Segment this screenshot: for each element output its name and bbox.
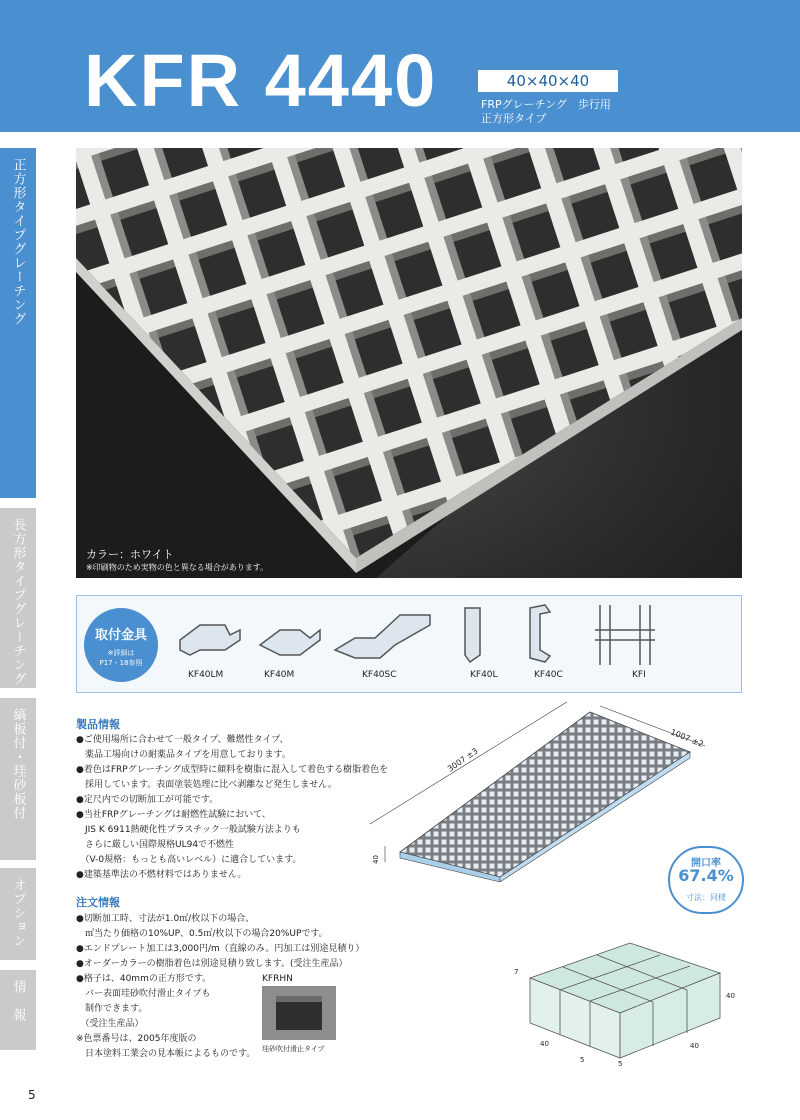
subtitle-2: 正方形タイプ [481,112,547,125]
product-line: ●着色はFRPグレーチング成型時に顔料を樹脂に混入して着色する樹脂着色を [76,765,389,775]
order-line: ㎡当たり価格の10%UP、0.5㎡/枚以下の場合20%UPです。 [76,929,328,939]
product-line: さらに厳しい国際規格UL94で不燃性 [76,840,235,850]
order-line: 制作できます。 [76,1004,148,1014]
open-ratio-badge: 開口率 67.4% 寸法：同様 [668,846,744,914]
fitting-label-kf40sc: KF40SC [362,670,397,680]
model-title: KFR 4440 [84,39,438,122]
kfrhn-label: KFRHN [262,974,293,984]
product-line: ●ご使用場所に合わせて一般タイプ、難燃性タイプ、 [76,735,289,745]
dim-40-a: 40 [726,992,735,1000]
fittings-badge: 取付金具 ※詳細は P17・18参照 [84,608,158,682]
fitting-label-kf40m: KF40M [264,670,295,680]
product-line: ●当社FRPグレーチングは耐燃性試験において、 [76,810,271,820]
order-line: ●オーダーカラーの樹脂着色は別途見積り致します。(受注生産品） [76,959,348,969]
order-info-title: 注文情報 [76,896,120,909]
tab-square-grating[interactable]: 正方形タイプグレーチング [0,148,36,498]
grid-detail-drawing [500,938,750,1068]
dim-length: 3007 ±3 [445,746,480,774]
photo-caption-color: カラー：ホワイト [86,548,174,561]
order-line: ※色票番号は、2005年度版の [76,1034,197,1044]
order-line: ●格子は、40mmの正方形です。 [76,974,212,984]
order-line: （受注生産品） [76,1019,144,1029]
kfrhn-caption: 珪砂吹付滑止タイプ [262,1045,325,1053]
product-line: 採用しています。表面塗装処理に比べ剥離など発生しません。 [76,780,337,790]
dim-5-b: 5 [618,1060,623,1068]
tab-rectangle-grating[interactable]: 長方形タイプグレーチング [0,508,36,688]
dim-5-a: 5 [580,1056,585,1064]
order-line: ●切断加工時、寸法が1.0㎡/枚以下の場合、 [76,914,255,924]
fitting-label-kfi: KFI [632,670,646,680]
dim-40-b: 40 [540,1040,549,1048]
page-number: 5 [28,1088,36,1102]
grating-photo [76,148,742,578]
order-line: 日本塗料工業会の見本帳によるものです。 [76,1049,256,1059]
fitting-label-kf40c: KF40C [534,670,563,680]
order-line: ●エンドプレート加工は3,000円/m（直線のみ。円加工は別途見積り） [76,944,365,954]
product-line: 薬品工場向けの耐薬品タイプを用意しております。 [76,750,291,760]
tab-info[interactable]: 情 報 [0,970,36,1050]
fittings-drawings [170,600,690,670]
product-line: JIS K 6911熱硬化性プラスチック一般試験方法よりも [76,825,301,835]
tab-plate-sand[interactable]: 縞板付・珪砂板付 [0,698,36,860]
fitting-label-kf40l: KF40L [470,670,498,680]
product-line: ●定尺内での切断加工が可能です。 [76,795,219,805]
subtitle-1: FRPグレーチング 歩行用 [481,98,611,111]
dim-7: 7 [514,968,519,976]
tab-options[interactable]: オプション [0,868,36,960]
size-box: 40×40×40 [478,70,618,92]
grating-illustration [76,148,742,578]
product-line: ●建築基準法の不燃材料ではありません。 [76,870,247,880]
product-line: （V-0規格：もっとも高いレベル）に適合しています。 [76,855,302,865]
dim-40-c: 40 [690,1042,699,1050]
order-line: バー表面珪砂吹付滑止タイプも [76,989,211,999]
dim-height: 40 [372,855,380,864]
photo-caption-note: ※印刷物のため実物の色と異なる場合があります。 [86,563,269,572]
product-info-title: 製品情報 [76,718,120,731]
kfrhn-photo [262,986,336,1040]
dim-width: 1007 ±2 [669,727,705,749]
fitting-label-kf40lm: KF40LM [188,670,224,680]
